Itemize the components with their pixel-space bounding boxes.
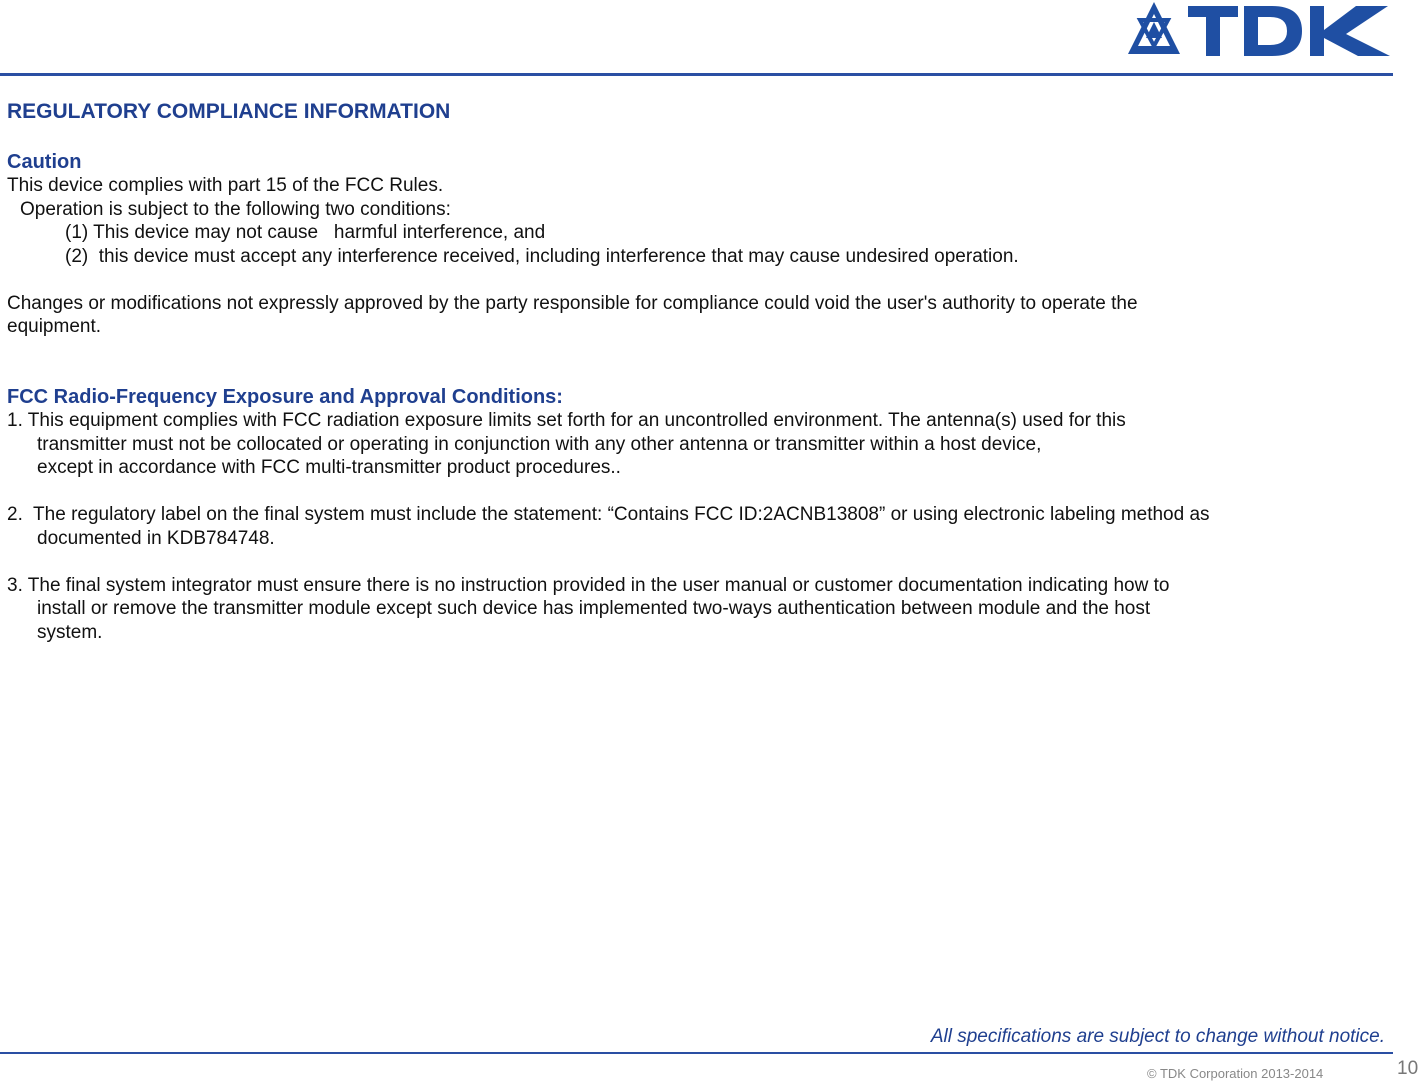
changes-paragraph: Changes or modifications not expressly approved by the party responsible for compliance could void the user's authority to operate the [7,292,1138,314]
caution-heading: Caution [7,150,82,173]
page-title: REGULATORY COMPLIANCE INFORMATION [7,100,451,123]
header-rule [0,73,1393,76]
document-body [7,100,1407,644]
tdk-logo-mark [1124,0,1392,62]
copyright: © TDK Corporation 2013-2014 [1147,1066,1324,1081]
fcc-item-2-cont: documented in KDB784748. [37,527,275,549]
caution-line: This device complies with part 15 of the FCC Rules. [7,175,444,196]
page-number: 10 [1397,1058,1419,1079]
fcc-item-3: 3. The final system integrator must ensure there is no instruction provided in the user manual or customer documentation indicating how to [7,574,1170,596]
fcc-item-1-cont: transmitter must not be collocated or operating in conjunction with any other antenna or transmitter within a host device, [37,433,1042,455]
changes-paragraph-cont: equipment. [7,316,102,337]
specifications-notice: All specifications are subject to change without notice. [930,1026,1385,1047]
fcc-item-3-cont: install or remove the transmitter module except such device has implemented two-ways authentication between module and the host [37,598,1151,619]
fcc-item-1: 1. This equipment complies with FCC radiation exposure limits set forth for an uncontrolled environment. The antenna(s) used for this [7,410,1126,431]
condition-1: (1) This device may not cause harmful interference, and [65,222,546,243]
fcc-item-2: 2. The regulatory label on the final system must include the statement: “Contains FCC ID:2ACNB13808” or using electronic labeling method as [7,504,1210,525]
condition-2: (2) this device must accept any interference received, including interference that may cause undesired operation. [65,245,1019,267]
fcc-item-1-cont: except in accordance with FCC multi-transmitter product procedures.. [37,457,621,478]
caution-line: Operation is subject to the following two conditions: [20,198,451,220]
fcc-heading: FCC Radio-Frequency Exposure and Approval Conditions: [7,385,563,408]
tdk-logo [1124,0,1392,62]
fcc-item-3-cont: system. [37,621,103,643]
footer-rule [0,1052,1393,1054]
